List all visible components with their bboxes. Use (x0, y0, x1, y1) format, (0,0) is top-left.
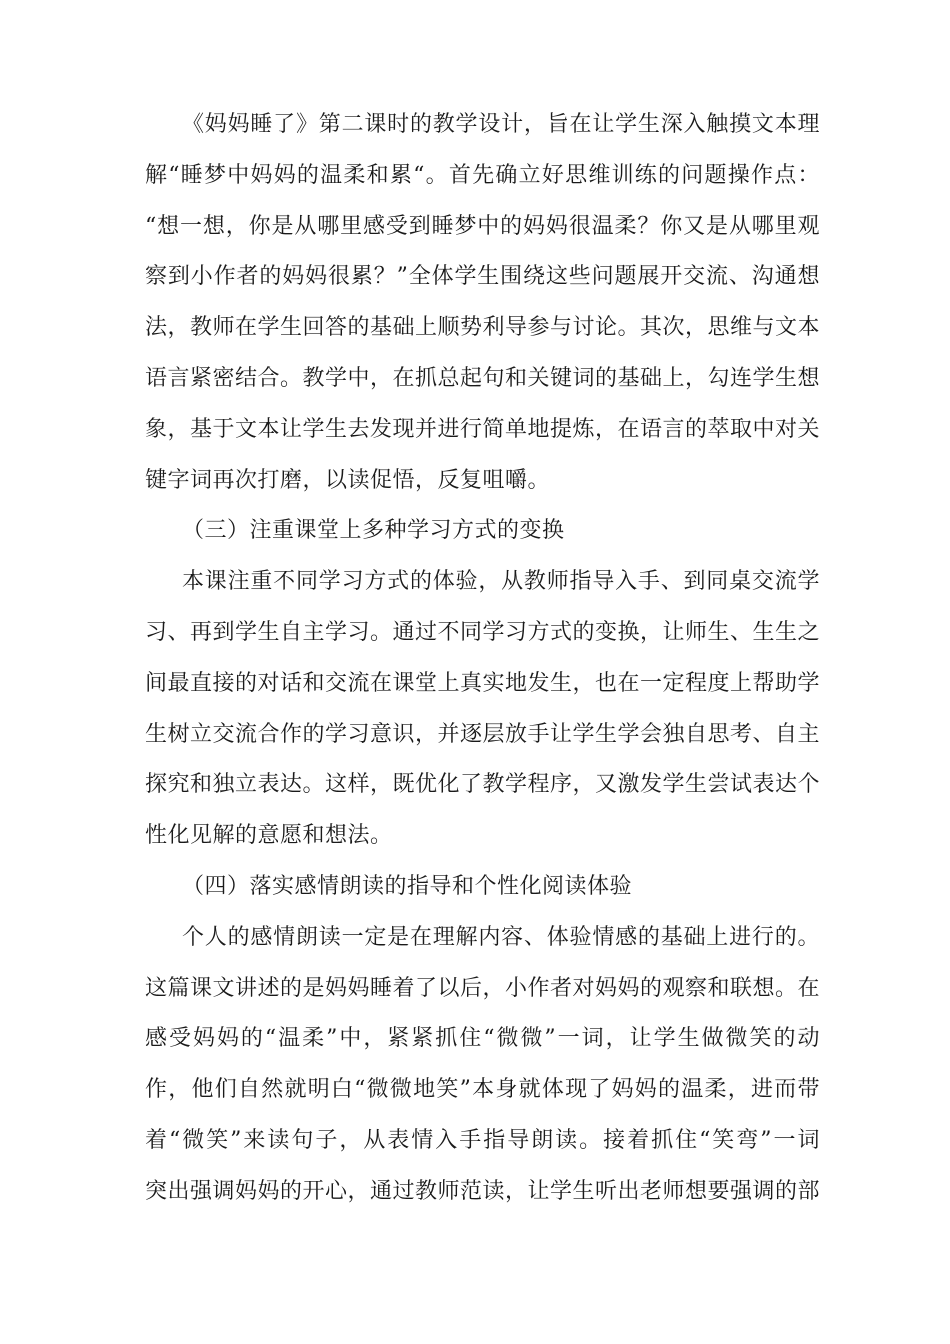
paragraph-line: 语言紧密结合。教学中，在抓总起句和关键词的基础上，勾连学生想 (145, 365, 821, 391)
paragraph-line: 性化见解的意愿和想法。 (145, 823, 393, 849)
paragraph-line: “想一想，你是从哪里感受到睡梦中的妈妈很温柔？你又是从哪里观 (145, 213, 820, 239)
paragraph-line: 键字词再次打磨，以读促悟，反复咀嚼。 (145, 467, 551, 493)
paragraph-line: 个人的感情朗读一定是在理解内容、体验情感的基础上进行的。 (182, 924, 820, 950)
paragraph-line: 生树立交流合作的学习意识，并逐层放手让学生学会独自思考、自主 (145, 721, 821, 747)
paragraph-line: 突出强调妈妈的开心，通过教师范读，让学生听出老师想要强调的部 (145, 1178, 821, 1204)
paragraph-line: 探究和独立表达。这样，既优化了教学程序，又激发学生尝试表达个 (145, 772, 821, 798)
paragraph-line: 察到小作者的妈妈很累？”全体学生围绕这些问题展开交流、沟通想 (145, 264, 820, 290)
paragraph-line: 解“睡梦中妈妈的温柔和累“。首先确立好思维训练的问题操作点： (145, 162, 820, 188)
section-heading-3: （三）注重课堂上多种学习方式的变换 (182, 518, 565, 544)
section-heading-4: （四）落实感情朗读的指导和个性化阅读体验 (182, 873, 633, 899)
paragraph-line: 作，他们自然就明白“微微地笑”本身就体现了妈妈的温柔，进而带 (145, 1077, 820, 1103)
paragraph-line: 象，基于文本让学生去发现并进行简单地提炼，在语言的萃取中对关 (145, 416, 821, 442)
paragraph-line: 习、再到学生自主学习。通过不同学习方式的变换，让师生、生生之 (145, 619, 821, 645)
paragraph-line: 本课注重不同学习方式的体验，从教师指导入手、到同桌交流学 (182, 569, 820, 595)
paragraph-line: 法，教师在学生回答的基础上顺势利导参与讨论。其次，思维与文本 (145, 315, 821, 341)
paragraph-line: 间最直接的对话和交流在课堂上真实地发生，也在一定程度上帮助学 (145, 670, 821, 696)
paragraph-line: 着“微笑”来读句子，从表情入手指导朗读。接着抓住“笑弯”一词 (145, 1127, 820, 1153)
paragraph-line: 这篇课文讲述的是妈妈睡着了以后，小作者对妈妈的观察和联想。在 (145, 975, 821, 1001)
paragraph-line: 《妈妈睡了》第二课时的教学设计，旨在让学生深入触摸文本理 (182, 112, 820, 137)
paragraph-line: 感受妈妈的“温柔”中，紧紧抓住“微微”一词，让学生做微笑的动 (145, 1026, 820, 1052)
